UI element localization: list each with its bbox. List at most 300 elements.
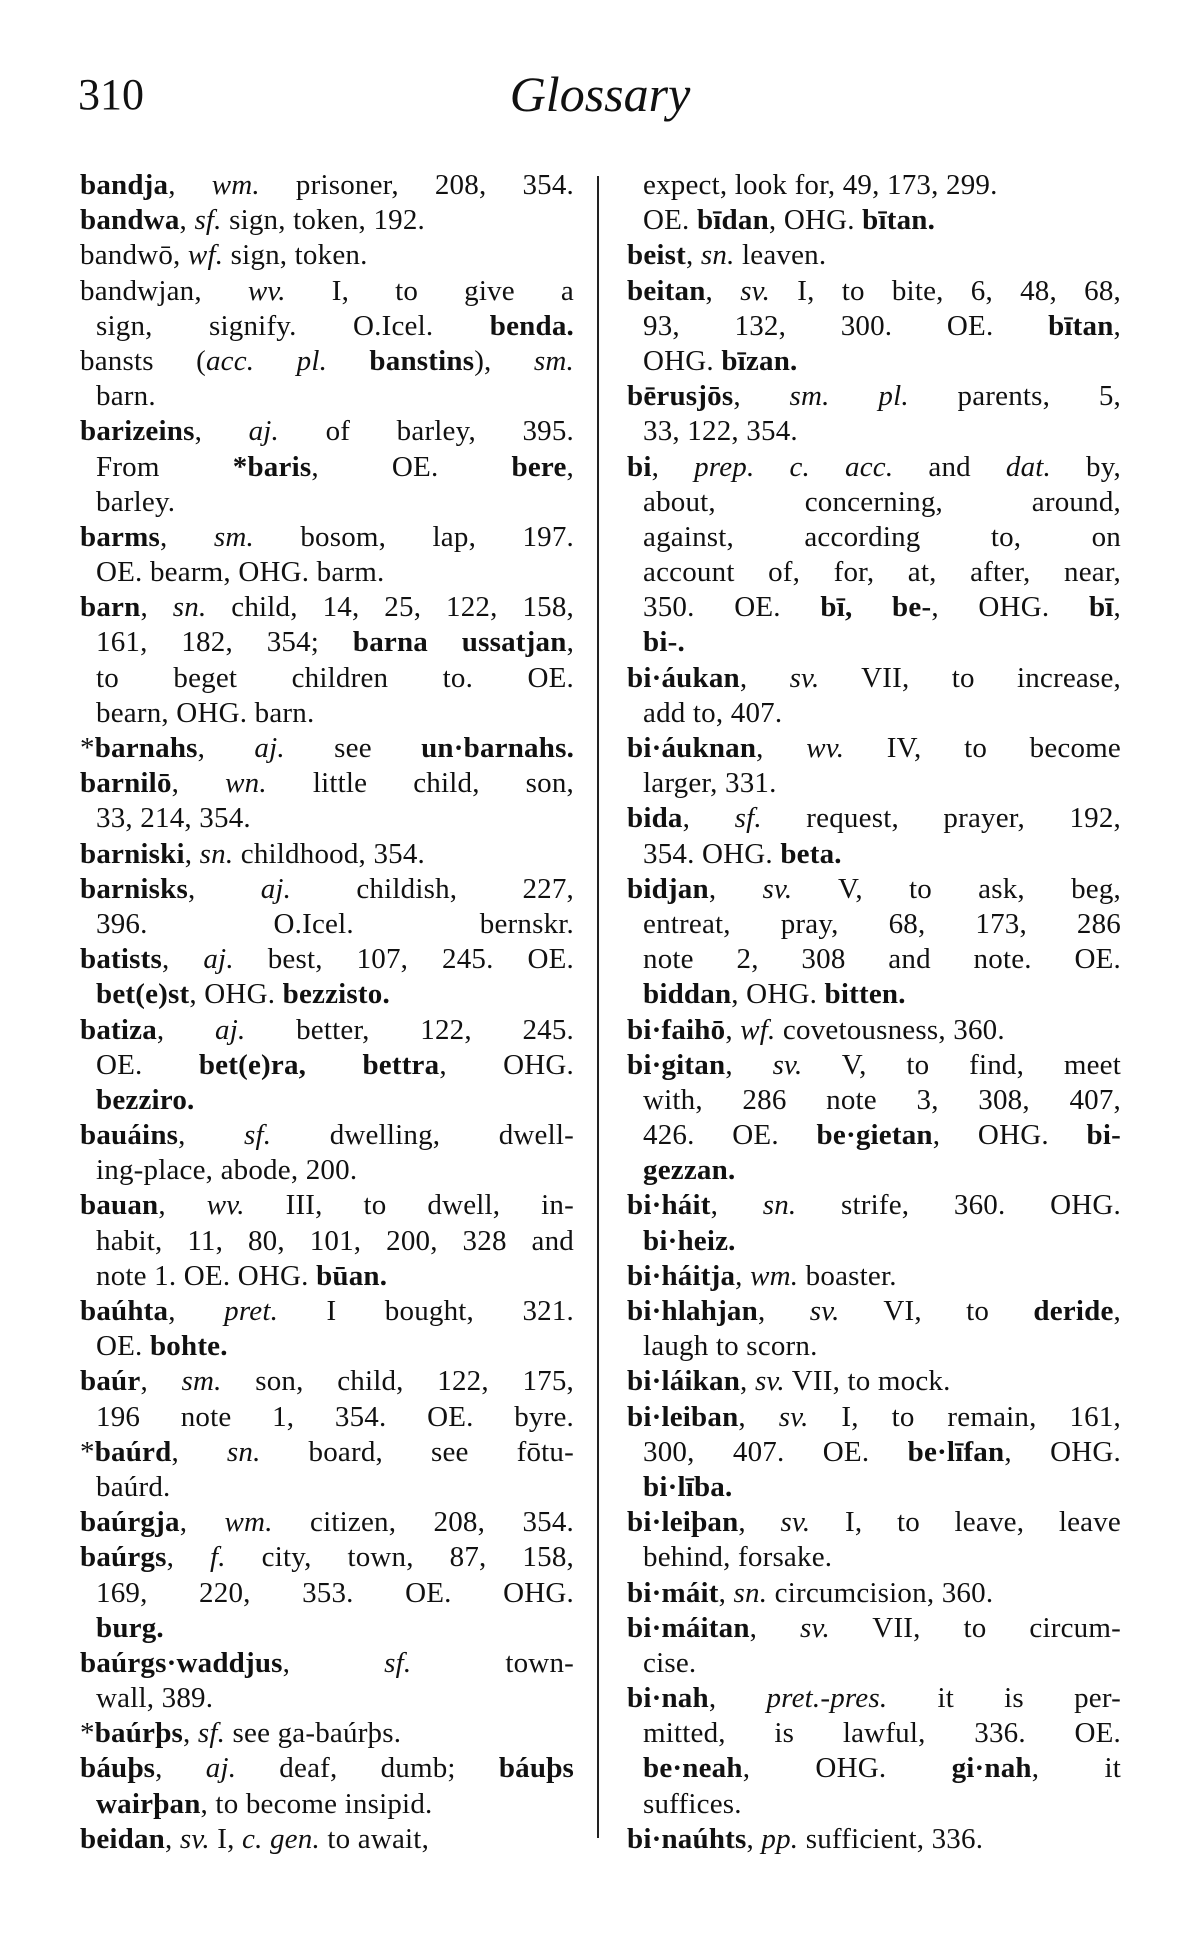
entry-text: , xyxy=(756,732,807,764)
entry-line xyxy=(80,590,574,625)
grammar-label: sf. xyxy=(734,802,762,835)
entry-text: habit, 11, 80, 101, 200, 328 and xyxy=(96,1224,574,1257)
grammar-label: wm. xyxy=(224,1506,273,1539)
entry-line xyxy=(627,837,1121,872)
entry-text: note 2, 308 and note. OE. xyxy=(643,943,1121,976)
grammar-label: sn. xyxy=(733,1576,768,1609)
bold-term: batists xyxy=(80,943,162,976)
entry-text: baúrd. xyxy=(96,1470,171,1503)
entry-line xyxy=(80,907,574,942)
entry-line xyxy=(80,414,574,449)
entry-line xyxy=(80,1153,574,1188)
entry-line xyxy=(80,1364,574,1399)
grammar-label: wv. xyxy=(806,732,845,764)
entry-text: , xyxy=(739,661,790,694)
glossary-entry xyxy=(627,450,1121,661)
bold-term: beta. xyxy=(780,837,842,870)
entry-line xyxy=(80,977,574,1012)
entry-text: 196 note 1, 354. OE. byre. xyxy=(96,1400,574,1433)
bold-term: bērusjōs xyxy=(627,380,734,413)
glossary-entry xyxy=(80,1118,574,1188)
bold-term: bi·áukan xyxy=(627,661,740,694)
entry-line xyxy=(627,379,1121,414)
entry-text: larger, 331. xyxy=(643,767,777,800)
entry-line xyxy=(627,168,1121,203)
entry-text: , xyxy=(1113,309,1121,342)
entry-text: prisoner, 208, 354. xyxy=(259,169,574,201)
entry-line xyxy=(627,1787,1121,1822)
entry-text: , xyxy=(178,1119,245,1152)
grammar-label: sv. xyxy=(772,1048,803,1081)
entry-text: with, 286 note 3, 308, 407, xyxy=(643,1083,1121,1116)
entry-text: , xyxy=(156,1013,216,1046)
entry-text: citizen, 208, 354. xyxy=(272,1506,574,1539)
entry-text: , OHG. xyxy=(932,1119,1087,1152)
entry-text: OE. bearm, OHG. barm. xyxy=(96,556,385,589)
glossary-entry xyxy=(80,414,574,520)
entry-text: , OHG. xyxy=(189,978,283,1011)
entry-text: entreat, pray, 68, 173, 286 xyxy=(643,907,1121,940)
entry-line xyxy=(627,1224,1121,1259)
entry-text: VII, to mock. xyxy=(784,1365,951,1398)
entry-text: , xyxy=(705,274,741,307)
entry-line xyxy=(627,1540,1121,1575)
entry-line xyxy=(627,414,1121,449)
entry-line xyxy=(627,1013,1121,1048)
entry-text: , xyxy=(171,1435,227,1468)
entry-text: sign, token. xyxy=(223,239,368,272)
bold-term: baúrþs xyxy=(94,1717,183,1750)
bold-term: barms xyxy=(80,520,160,553)
entry-line xyxy=(627,1716,1121,1751)
entry-line xyxy=(80,1505,574,1540)
entry-line xyxy=(627,274,1121,309)
entry-line xyxy=(80,1294,574,1329)
bold-term: bi·láikan xyxy=(627,1365,741,1398)
entry-line xyxy=(627,766,1121,801)
entry-text: wall, 389. xyxy=(96,1682,214,1715)
entry-line xyxy=(80,1681,574,1716)
entry-line xyxy=(80,309,574,344)
glossary-entry xyxy=(627,238,1121,273)
bold-term: bauáins xyxy=(80,1119,179,1152)
bold-term: būan. xyxy=(316,1259,388,1292)
glossary-entry xyxy=(627,1259,1121,1294)
entry-text: childhood, 354. xyxy=(233,837,425,870)
glossary-entry xyxy=(627,801,1121,871)
bold-term: be·līfan xyxy=(907,1435,1005,1468)
entry-text: 350. OE. xyxy=(643,591,821,624)
entry-line xyxy=(627,450,1121,485)
entry-line xyxy=(80,1329,574,1364)
entry-text: , OHG. xyxy=(931,591,1089,624)
bold-term: bi·leiban xyxy=(627,1400,739,1433)
glossary-entry xyxy=(627,379,1121,449)
bold-term: banstins xyxy=(327,344,475,377)
entry-line xyxy=(627,1083,1121,1118)
bold-term: gi·nah xyxy=(951,1752,1032,1785)
entry-line xyxy=(80,485,574,520)
entry-text: , xyxy=(155,1752,206,1785)
glossary-entry xyxy=(80,942,574,1012)
bold-term: baúrgs·waddjus xyxy=(80,1646,283,1679)
entry-line xyxy=(627,696,1121,731)
entry-line xyxy=(627,1611,1121,1646)
bold-term: barniski xyxy=(80,837,185,870)
entry-line xyxy=(80,1400,574,1435)
grammar-label: wf. xyxy=(187,239,224,272)
entry-line xyxy=(627,801,1121,836)
entry-text: 169, 220, 353. OE. OHG. xyxy=(96,1576,574,1609)
glossary-entry xyxy=(80,274,574,344)
entry-text: and xyxy=(893,450,1006,483)
entry-text: son, child, 122, 175, xyxy=(221,1365,574,1398)
bold-term: bi·leiþan xyxy=(627,1506,739,1539)
entry-text: III, to dwell, in- xyxy=(244,1189,574,1222)
entry-line xyxy=(80,203,574,238)
entry-text: to await, xyxy=(319,1822,430,1855)
glossary-entry xyxy=(80,203,574,238)
bold-term: *baris xyxy=(232,450,312,483)
entry-line xyxy=(80,379,574,414)
entry-line xyxy=(627,1118,1121,1153)
bold-term: bi·áuknan xyxy=(627,732,757,764)
bold-term: bīdan xyxy=(696,204,769,237)
entry-line xyxy=(627,942,1121,977)
grammar-label: sn. xyxy=(762,1189,797,1222)
entry-line xyxy=(80,801,574,836)
glossary-entry xyxy=(80,520,574,590)
glossary-entry xyxy=(627,1505,1121,1575)
entry-line xyxy=(627,625,1121,660)
entry-text: OE. xyxy=(96,1048,199,1081)
entry-text: parents, 5, xyxy=(908,380,1122,413)
glossary-entry xyxy=(80,837,574,872)
glossary-entry xyxy=(627,274,1121,380)
bold-term: be·neah xyxy=(643,1752,743,1785)
entry-text: , xyxy=(179,1506,225,1539)
entry-text: , to become insipid. xyxy=(200,1787,433,1820)
entry-text: 300, 407. OE. xyxy=(643,1435,908,1468)
entry-line xyxy=(80,1576,574,1611)
entry-line xyxy=(627,1048,1121,1083)
running-title: Glossary xyxy=(509,66,691,122)
grammar-label: sv. xyxy=(800,1611,830,1644)
entry-line xyxy=(627,907,1121,942)
grammar-label: sn. xyxy=(172,591,207,624)
entry-text: , xyxy=(686,239,701,272)
entry-text: , OHG. xyxy=(768,204,863,237)
glossary-column-left xyxy=(80,168,574,1857)
entry-text: 426. OE. xyxy=(643,1119,817,1152)
entry-text: circumcision, 360. xyxy=(767,1576,994,1609)
entry-text: , xyxy=(725,1013,741,1046)
grammar-label: aj. xyxy=(248,415,280,448)
entry-text: , xyxy=(738,1506,781,1539)
entry-text: city, town, 87, 158, xyxy=(225,1541,574,1574)
entry-text: , xyxy=(757,1295,810,1327)
entry-text: VII, to circum- xyxy=(829,1611,1121,1644)
grammar-label: pret. xyxy=(224,1295,279,1327)
entry-text: , xyxy=(282,1646,385,1679)
entry-line xyxy=(80,1435,574,1470)
entry-line xyxy=(627,1435,1121,1470)
entry-text: , xyxy=(140,591,173,624)
entry-text: , xyxy=(179,204,195,237)
entry-text: little child, son, xyxy=(266,767,574,800)
entry-text: see xyxy=(284,732,422,764)
glossary-entry xyxy=(80,1540,574,1646)
entry-line xyxy=(80,1716,574,1751)
glossary-entry xyxy=(80,1822,574,1857)
bold-term: barnisks xyxy=(80,872,188,905)
entry-line xyxy=(80,837,574,872)
entry-text: * xyxy=(80,1435,95,1468)
entry-line xyxy=(627,1646,1121,1681)
bold-term: batiza xyxy=(80,1013,157,1046)
entry-text: , xyxy=(168,1295,225,1327)
bold-term: bezzisto. xyxy=(282,978,390,1011)
entry-line xyxy=(627,1822,1121,1857)
entry-text: , xyxy=(566,626,575,659)
glossary-entry xyxy=(80,1505,574,1540)
glossary-entry xyxy=(627,1188,1121,1258)
glossary-entry xyxy=(80,872,574,942)
bold-term: bi·háitja xyxy=(627,1259,736,1292)
entry-text: I, to remain, 161, xyxy=(808,1400,1121,1433)
bold-term: bandja xyxy=(80,169,169,201)
grammar-label: f. xyxy=(210,1541,226,1574)
bold-term: bet(e)st xyxy=(96,978,190,1011)
glossary-entry xyxy=(80,1716,574,1751)
grammar-label: wf. xyxy=(740,1013,776,1046)
entry-line xyxy=(627,1294,1121,1329)
grammar-label: wv. xyxy=(206,1189,245,1222)
glossary-entry xyxy=(80,168,574,203)
entry-text: , xyxy=(158,1189,207,1222)
entry-text: , xyxy=(184,837,200,870)
entry-line xyxy=(627,1505,1121,1540)
entry-line xyxy=(80,1751,574,1786)
glossary-entry xyxy=(627,1013,1121,1048)
entry-line xyxy=(627,1400,1121,1435)
entry-text: , xyxy=(746,1822,762,1855)
entry-text: town- xyxy=(411,1646,575,1679)
entry-line xyxy=(80,1259,574,1294)
entry-line xyxy=(80,1611,574,1646)
glossary-entry xyxy=(80,590,574,731)
entry-text: against, according to, on xyxy=(643,520,1121,553)
entry-text: OE. xyxy=(643,204,697,237)
glossary-entry xyxy=(627,1822,1121,1857)
entry-text: about, concerning, around, xyxy=(643,485,1121,518)
bold-term: wairþan xyxy=(96,1787,201,1820)
entry-text: leaven. xyxy=(734,239,827,272)
entry-text: I, to give a xyxy=(285,274,574,307)
grammar-label: sm. xyxy=(181,1365,222,1398)
entry-text: , xyxy=(165,1822,180,1855)
entry-text: account of, for, at, after, near, xyxy=(643,556,1121,589)
entry-text: VII, to increase, xyxy=(819,661,1121,694)
entry-text: , xyxy=(708,1682,767,1715)
entry-text: 354. OHG. xyxy=(643,837,781,870)
glossary-entry xyxy=(80,1364,574,1434)
entry-text: sufficient, 336. xyxy=(798,1822,984,1855)
bold-term: bīzan. xyxy=(721,344,798,377)
entry-line xyxy=(80,872,574,907)
glossary-entry xyxy=(627,1048,1121,1189)
bold-term: bī xyxy=(1088,591,1114,624)
entry-line xyxy=(80,731,574,766)
entry-line xyxy=(80,696,574,731)
entry-text: childish, 227, xyxy=(291,872,574,905)
bold-term: beitan xyxy=(627,274,706,307)
bold-term: burg. xyxy=(96,1611,164,1644)
entry-line xyxy=(627,485,1121,520)
grammar-label: sv. xyxy=(809,1295,840,1327)
entry-text: , OE. xyxy=(311,450,512,483)
entry-text: , OHG. xyxy=(1004,1435,1122,1468)
entry-text: to beget children to. OE. xyxy=(96,661,574,694)
entry-line xyxy=(80,450,574,485)
entry-line xyxy=(80,1787,574,1822)
bold-term: bītan xyxy=(1048,309,1114,342)
entry-text: OHG. xyxy=(643,344,722,377)
entry-text: , xyxy=(566,450,574,483)
entry-text: , it xyxy=(1031,1752,1121,1785)
grammar-label: aj. xyxy=(205,1752,237,1785)
entry-text: , OHG. xyxy=(742,1752,952,1785)
entry-text: mitted, is lawful, 336. OE. xyxy=(643,1717,1121,1750)
entry-line xyxy=(627,344,1121,379)
grammar-label: acc. pl. xyxy=(205,344,328,377)
glossary-entry xyxy=(80,1646,574,1716)
entry-text: , xyxy=(682,802,735,835)
entry-line xyxy=(80,625,574,660)
grammar-label: sn. xyxy=(226,1435,261,1468)
bold-term: barn xyxy=(80,591,141,624)
entry-text: * xyxy=(80,732,95,764)
entry-text: , xyxy=(740,1365,755,1398)
bold-term: bi·nah xyxy=(627,1682,709,1715)
glossary-column-right xyxy=(627,168,1121,1857)
grammar-label: sn. xyxy=(199,837,234,870)
entry-text: VI, to xyxy=(839,1295,1034,1327)
entry-text: request, prayer, 192, xyxy=(761,802,1122,835)
glossary-entry xyxy=(627,1364,1121,1399)
entry-text: expect, look for, 49, 173, 299. xyxy=(643,169,998,201)
entry-text: deaf, dumb; xyxy=(236,1752,499,1785)
entry-text: , xyxy=(710,1189,763,1222)
entry-text: I, to leave, leave xyxy=(810,1506,1121,1539)
bold-term: baúr xyxy=(80,1365,141,1398)
entry-text: ing-place, abode, 200. xyxy=(96,1154,358,1187)
entry-line xyxy=(627,555,1121,590)
bold-term: bi·heiz. xyxy=(643,1224,736,1257)
grammar-label: sv. xyxy=(754,1365,785,1398)
grammar-label: sn. xyxy=(700,239,735,272)
entry-text: , xyxy=(182,1717,198,1750)
entry-line xyxy=(627,1681,1121,1716)
column-divider xyxy=(597,176,599,1838)
bold-term: bi·faihō xyxy=(627,1013,726,1046)
bold-term: bī, be- xyxy=(820,591,932,624)
bold-term: beist xyxy=(627,239,686,272)
glossary-entry xyxy=(80,1188,574,1294)
entry-text: OE. xyxy=(96,1330,150,1363)
bold-term: be·gietan xyxy=(816,1119,933,1152)
entry-text: I, xyxy=(209,1822,242,1855)
entry-text: , xyxy=(168,169,212,201)
grammar-label: sv. xyxy=(762,872,793,905)
entry-line xyxy=(80,661,574,696)
entry-text: barn. xyxy=(96,380,156,413)
entry-text: bandwjan, xyxy=(80,274,248,307)
entry-line xyxy=(627,590,1121,625)
entry-text: , xyxy=(708,872,763,905)
entry-line xyxy=(80,1083,574,1118)
glossary-entry xyxy=(80,1435,574,1505)
bold-term: báuþs xyxy=(498,1752,574,1785)
bold-term: bi·lība. xyxy=(643,1470,733,1503)
entry-text: * xyxy=(80,1717,95,1750)
page-number: 310 xyxy=(78,70,144,119)
entry-text: , xyxy=(159,520,214,553)
entry-text: , OHG. xyxy=(439,1048,574,1081)
glossary-entry xyxy=(627,1611,1121,1681)
entry-line xyxy=(80,1048,574,1083)
entry-text: V, to find, meet xyxy=(802,1048,1121,1081)
entry-line xyxy=(80,168,574,203)
grammar-label: aj. xyxy=(260,872,292,905)
entry-line xyxy=(627,1153,1121,1188)
entry-line xyxy=(80,1470,574,1505)
bold-term: bet(e)ra, bettra xyxy=(198,1048,440,1081)
entry-text: I bought, 321. xyxy=(278,1295,574,1327)
entry-text: 161, 182, 354; xyxy=(96,626,353,659)
bold-term: biddan xyxy=(643,978,732,1011)
bold-term: gezzan. xyxy=(643,1154,736,1187)
entry-line xyxy=(627,1364,1121,1399)
entry-text: , xyxy=(188,872,261,905)
glossary-entry xyxy=(80,238,574,273)
entry-line xyxy=(80,274,574,309)
grammar-label: sv. xyxy=(740,274,771,307)
entry-line xyxy=(627,203,1121,238)
entry-text: , xyxy=(738,1400,779,1433)
entry-line xyxy=(80,942,574,977)
entry-text: bosom, lap, 197. xyxy=(253,520,574,553)
bold-term: bi·máit xyxy=(627,1576,719,1609)
entry-text: , xyxy=(749,1611,801,1644)
grammar-label: sf. xyxy=(384,1646,412,1679)
entry-text: 33, 214, 354. xyxy=(96,802,251,835)
entry-text: , xyxy=(140,1365,182,1398)
grammar-label: sv. xyxy=(778,1400,809,1433)
entry-text: see ga-baúrþs. xyxy=(225,1717,402,1750)
entry-line xyxy=(80,344,574,379)
entry-text: dwelling, dwell- xyxy=(271,1119,574,1152)
entry-text: note 1. OE. OHG. xyxy=(96,1259,317,1292)
bold-term: bi·máitan xyxy=(627,1611,750,1644)
entry-text: of barley, 395. xyxy=(279,415,575,448)
entry-text: 33, 122, 354. xyxy=(643,415,798,448)
entry-text: IV, to become xyxy=(844,732,1121,764)
entry-text: strife, 360. OHG. xyxy=(796,1189,1121,1222)
bold-term: barizeins xyxy=(80,415,195,448)
entry-text: , xyxy=(725,1048,773,1081)
entry-text: bearn, OHG. barn. xyxy=(96,696,315,729)
